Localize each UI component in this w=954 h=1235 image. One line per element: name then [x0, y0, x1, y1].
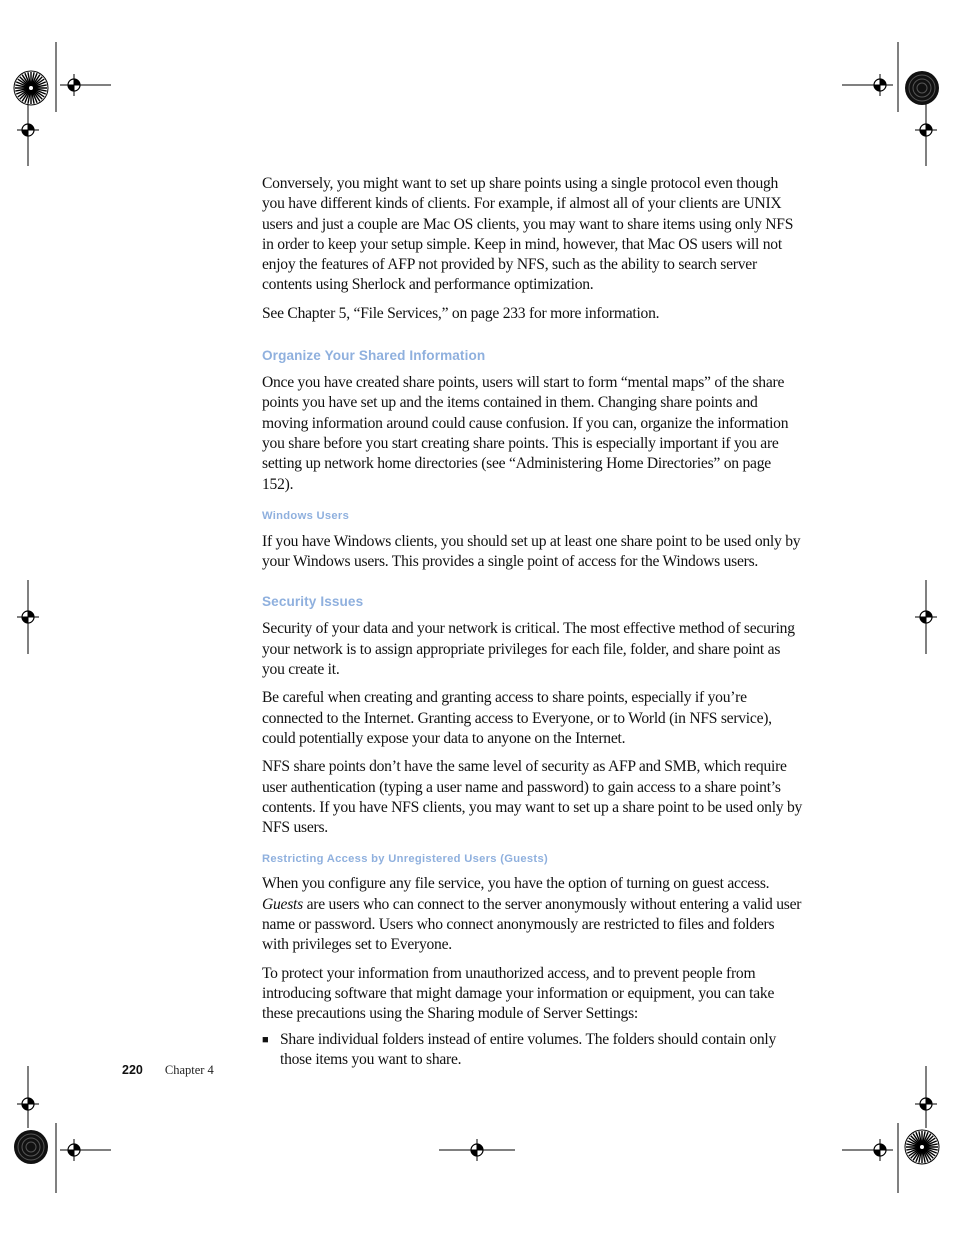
bullet-list-item [262, 1030, 804, 1071]
paragraph-nfs-security: NFS share points don’t have the same level of security as AFP and SMB, which require user authentication (typing a user name and password) to gain access to a share point’s contents. If you have NFS clients, you may want to set up a share point to be used only by NFS users. [262, 758, 803, 837]
paragraph-protect-information: To protect your information from unauthorized access, and to prevent people from introducing software that might damage your information or equipment, you can take these precautions using the Sharing module of Server Settings: [262, 964, 775, 1023]
bullet-square-icon: ■ [262, 1033, 269, 1046]
page-body [262, 174, 804, 1070]
heading-windows-users: Windows Users [262, 509, 350, 522]
heading-restricting-access: Restricting Access by Unregistered Users (Guests) [262, 853, 548, 866]
heading-security-issues: Security Issues [262, 594, 364, 610]
paragraph-protocol-choice: Conversely, you might want to set up share points using a single protocol even though you have different kinds of clients. For example, if almost all of your clients are UNIX users and just a couple are Mac OS clients, you may want to share items using only NFS in order to keep your setup simple. Keep in mind, however, that Mac OS users will not enjoy the features of AFP not provided by NFS, such as the ability to search server contents using Sherlock and performance optimization. [262, 175, 794, 294]
paragraph-see-chapter: See Chapter 5, “File Services,” on page 233 for more information. [262, 304, 660, 322]
paragraph-mental-maps: Once you have created share points, users will start to form “mental maps” of the share points you have set up and the items contained in them. Changing share points and moving information around could cause confusion. If you can, organize the information you share before you start creating share points. This is especially important if you are setting up network home directories (see “Administering Home Directories” on page 152). [262, 374, 789, 493]
page-number: 220 [122, 1063, 143, 1077]
paragraph-granting-access: Be careful when creating and granting access to share points, especially if you’re connected to the Internet. Granting access to Everyone, or to World (in NFS service), could potentially expose your data to anyone on the Internet. [262, 689, 772, 747]
guest-text-after: are users who can connect to the server anonymously without entering a valid user name or password. Users who connect anonymously are restricted to files and folders with privileges set to Everyone. [262, 895, 802, 954]
page-footer [122, 1063, 214, 1078]
guests-term: Guests [262, 895, 303, 913]
heading-organize-shared-information: Organize Your Shared Information [262, 348, 486, 364]
bullet-text: Share individual folders instead of entire volumes. The folders should contain only those items you want to share. [280, 1030, 777, 1068]
chapter-label: Chapter 4 [164, 1063, 214, 1077]
guest-text-before: When you configure any file service, you have the option of turning on guest access. [262, 875, 770, 893]
paragraph-guest-access [262, 874, 804, 955]
paragraph-security-critical: Security of your data and your network is critical. The most effective method of securing your network is to assign appropriate privileges for each file, folder, and share point as you create it. [262, 620, 795, 679]
paragraph-windows-clients: If you have Windows clients, you should set up at least one share point to be used only by your Windows users. This provides a single point of access for the Windows users. [262, 532, 801, 571]
